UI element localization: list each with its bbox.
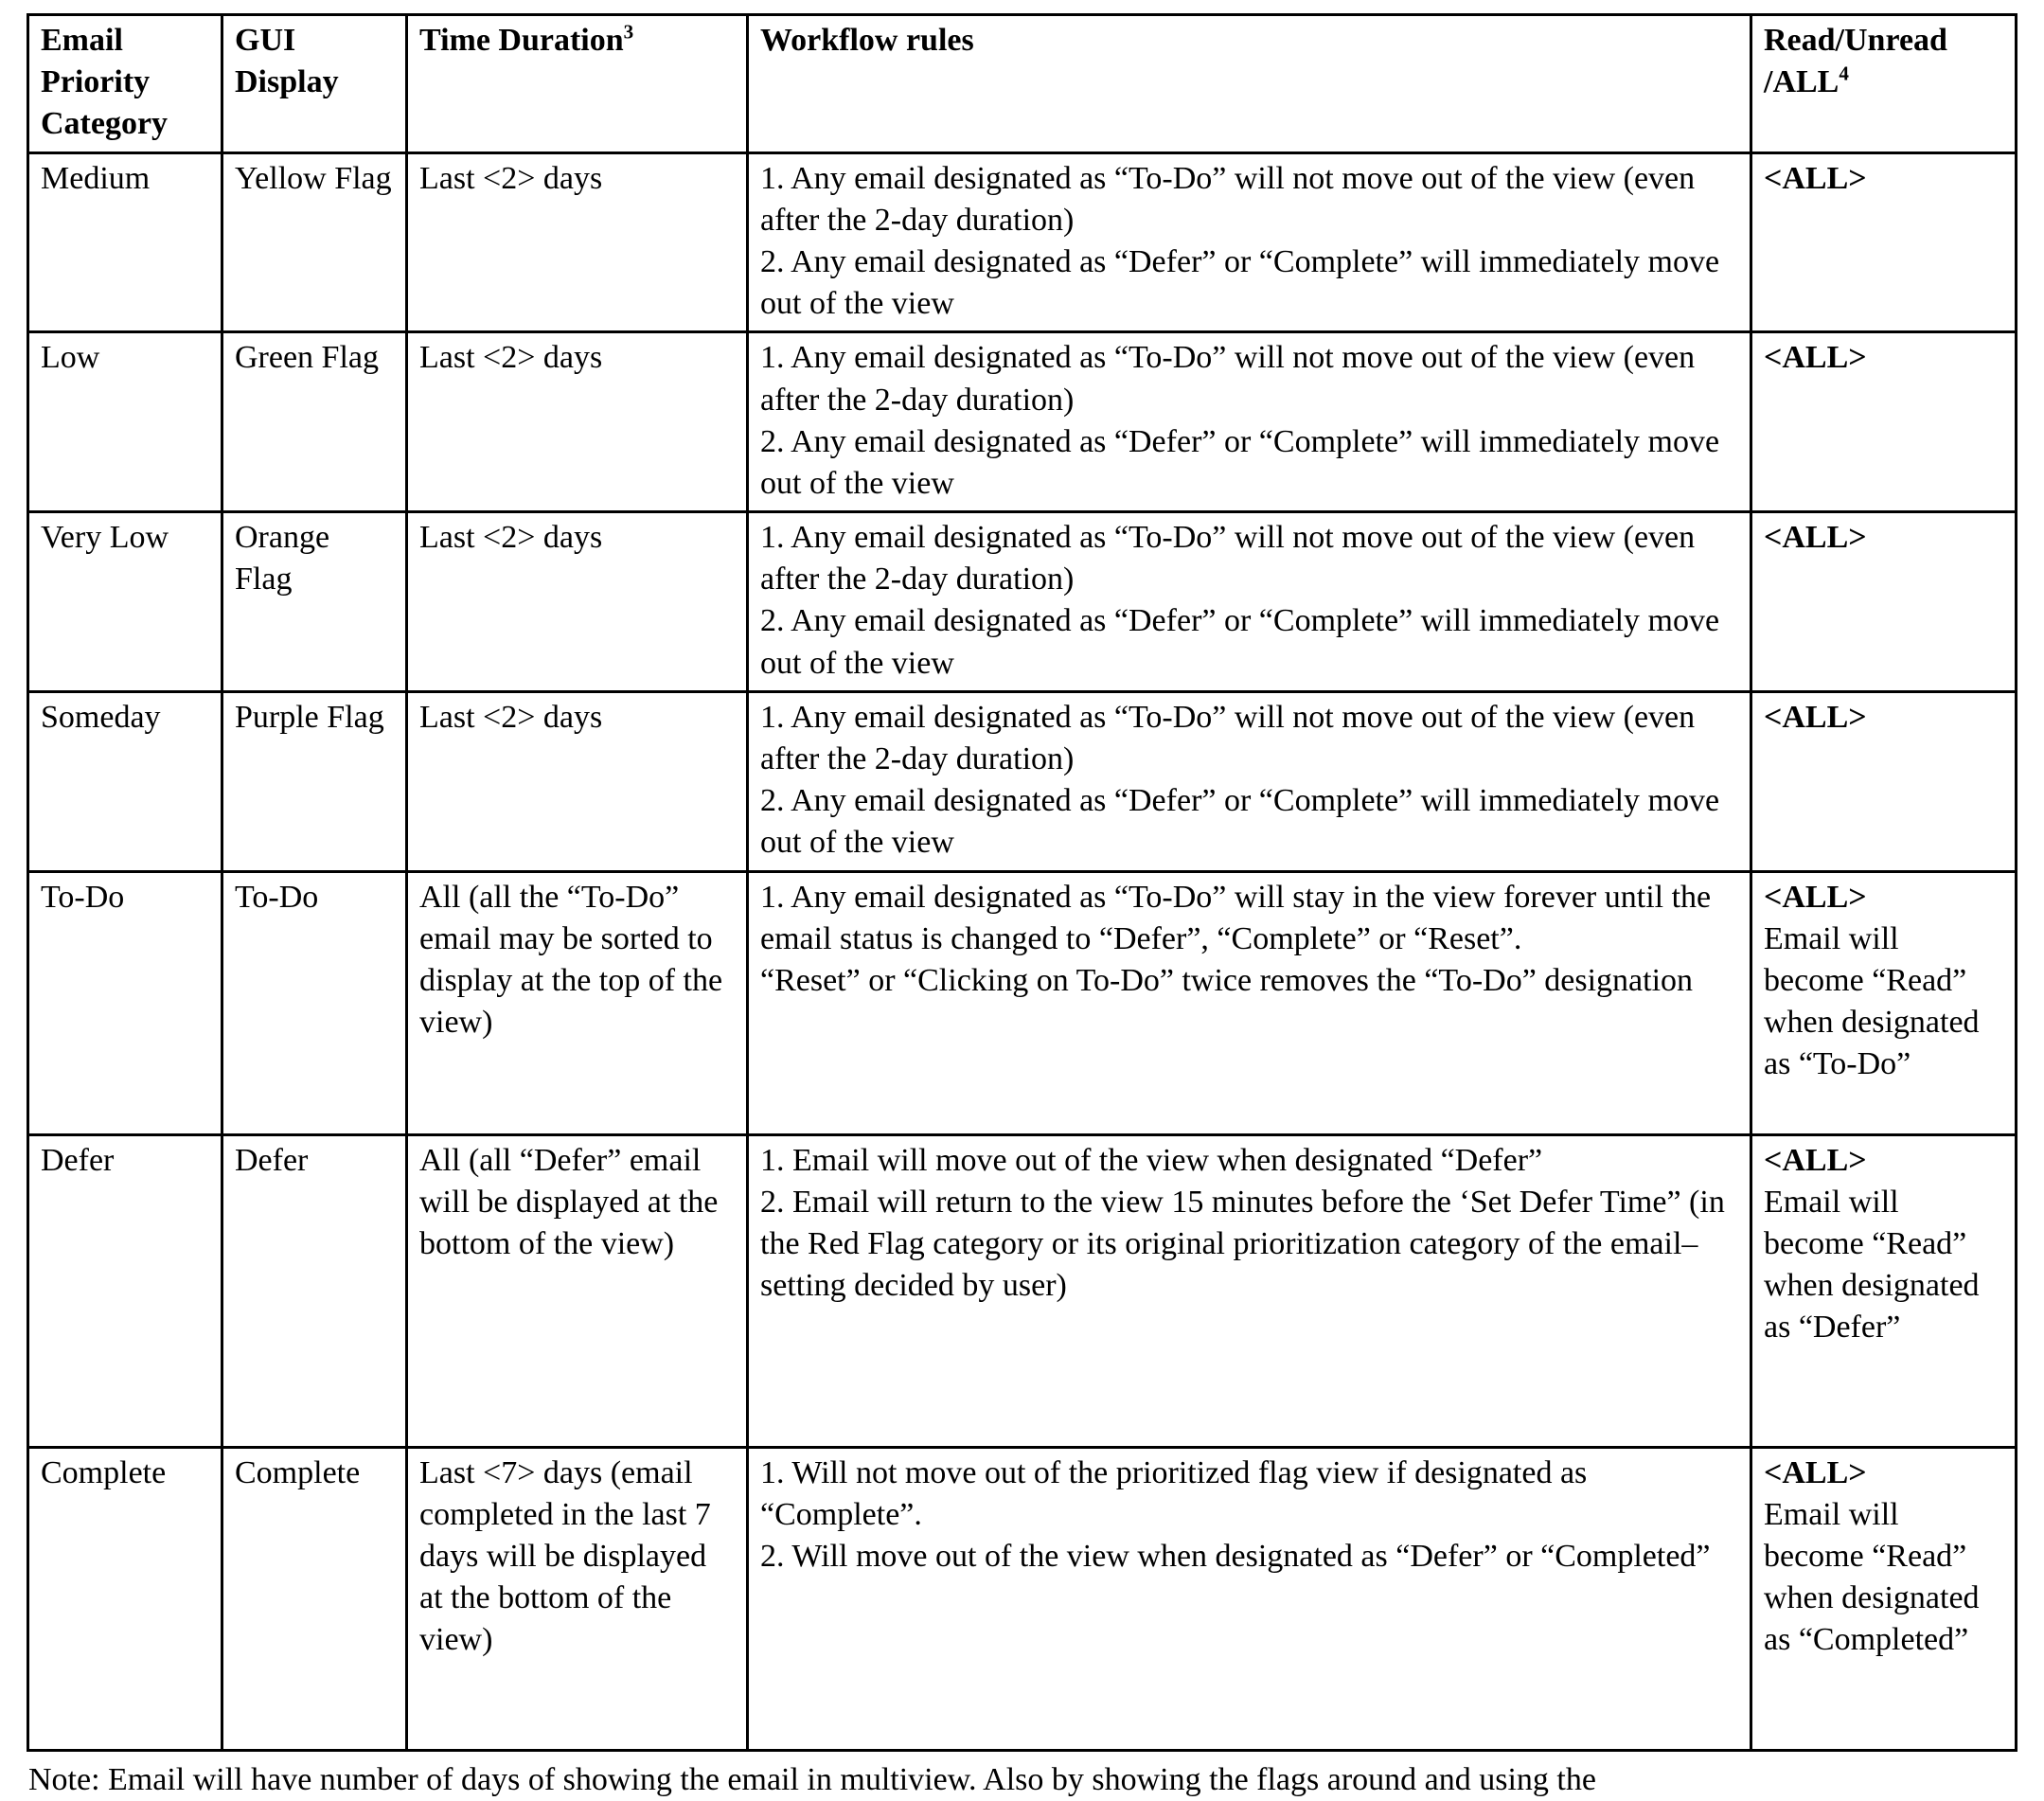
header-row <box>28 15 2017 153</box>
col-header-gui-display <box>222 15 407 153</box>
cell-workflow-rules: 1. Any email designated as “To-Do” will not move out of the view (even after the 2-day duration) 2. Any email designated as “Defer” or “Complete” will immediately move out of the view <box>748 152 1751 332</box>
footnote-ref-4: 4 <box>1839 62 1849 85</box>
table-row-complete <box>28 1447 2017 1750</box>
cell-category: Medium <box>28 152 222 332</box>
col-header-read-unread-all <box>1751 15 2017 153</box>
cell-read-unread: <ALL> <box>1751 332 2017 512</box>
table-row-low <box>28 332 2017 512</box>
cell-read-unread: <ALL> <box>1751 152 2017 332</box>
col-header-time-duration <box>407 15 748 153</box>
header-line: Priority <box>41 64 151 100</box>
cell-gui-display: Purple Flag <box>222 691 407 871</box>
cell-category: To-Do <box>28 871 222 1134</box>
header-line: GUI <box>235 23 296 58</box>
cell-workflow-rules: 1. Any email designated as “To-Do” will not move out of the view (even after the 2-day duration) 2. Any email designated as “Defer” or “Complete” will immediately move out of the view <box>748 332 1751 512</box>
cell-gui-display: Green Flag <box>222 332 407 512</box>
cell-category: Low <box>28 332 222 512</box>
cell-time-duration: Last <2> days <box>407 332 748 512</box>
cell-read-unread: <ALL> Email will become “Read” when designated as “Completed” <box>1751 1447 2017 1750</box>
cell-read-unread: <ALL> Email will become “Read” when designated as “To-Do” <box>1751 871 2017 1134</box>
cell-time-duration: All (all “Defer” email will be displayed at the bottom of the view) <box>407 1134 748 1447</box>
footnote-ref-3: 3 <box>623 20 634 44</box>
table-row-someday <box>28 691 2017 871</box>
cell-category: Complete <box>28 1447 222 1750</box>
header-line: Workflow rules <box>760 23 974 58</box>
table-row-to-do <box>28 871 2017 1134</box>
cell-workflow-rules: 1. Any email designated as “To-Do” will not move out of the view (even after the 2-day duration) 2. Any email designated as “Defer” or “Complete” will immediately move out of the view <box>748 691 1751 871</box>
cell-gui-display: To-Do <box>222 871 407 1134</box>
cell-gui-display: Complete <box>222 1447 407 1750</box>
cell-time-duration: All (all the “To-Do” email may be sorted to display at the top of the view) <box>407 871 748 1134</box>
cell-workflow-rules: 1. Will not move out of the prioritized flag view if designated as “Complete”. 2. Will move out of the view when designated as “Defer” or “Completed” <box>748 1447 1751 1750</box>
header-line: Read/Unread <box>1764 23 1947 58</box>
header-line: Email <box>41 23 123 58</box>
cell-time-duration: Last <2> days <box>407 152 748 332</box>
table-row-defer <box>28 1134 2017 1447</box>
cell-time-duration: Last <2> days <box>407 691 748 871</box>
col-header-email-priority-category <box>28 15 222 153</box>
table-footnote: Note: Email will have number of days of showing the email in multiview. Also by showing the flags around and using the <box>28 1761 1596 1797</box>
cell-category: Defer <box>28 1134 222 1447</box>
col-header-workflow-rules <box>748 15 1751 153</box>
header-line: Display <box>235 64 339 100</box>
cell-time-duration: Last <2> days <box>407 512 748 692</box>
cell-gui-display: Yellow Flag <box>222 152 407 332</box>
email-priority-rules-table <box>27 13 2017 1752</box>
cell-workflow-rules: 1. Email will move out of the view when designated “Defer” 2. Email will return to the view 15 minutes before the ‘Set Defer Time” (in the Red Flag category or its original prioritization category of the email– setting decided by user) <box>748 1134 1751 1447</box>
cell-read-unread: <ALL> <box>1751 691 2017 871</box>
cell-gui-display: Orange Flag <box>222 512 407 692</box>
header-line: Category <box>41 106 169 142</box>
cell-category: Someday <box>28 691 222 871</box>
cell-category: Very Low <box>28 512 222 692</box>
header-line: Time Duration <box>419 23 624 58</box>
table-row-very-low <box>28 512 2017 692</box>
cell-read-unread: <ALL> <box>1751 512 2017 692</box>
cell-time-duration: Last <7> days (email completed in the last 7 days will be displayed at the bottom of the view) <box>407 1447 748 1750</box>
cell-read-unread: <ALL> Email will become “Read” when designated as “Defer” <box>1751 1134 2017 1447</box>
table-row-medium <box>28 152 2017 332</box>
cell-gui-display: Defer <box>222 1134 407 1447</box>
header-line: /ALL$^4$ <box>1764 62 1849 100</box>
cell-workflow-rules: 1. Any email designated as “To-Do” will not move out of the view (even after the 2-day duration) 2. Any email designated as “Defer” or “Complete” will immediately move out of the view <box>748 512 1751 692</box>
cell-workflow-rules: 1. Any email designated as “To-Do” will stay in the view forever until the email status is changed to “Defer”, “Complete” or “Reset”. “Reset” or “Clicking on To-Do” twice removes the “To-Do” designation <box>748 871 1751 1134</box>
